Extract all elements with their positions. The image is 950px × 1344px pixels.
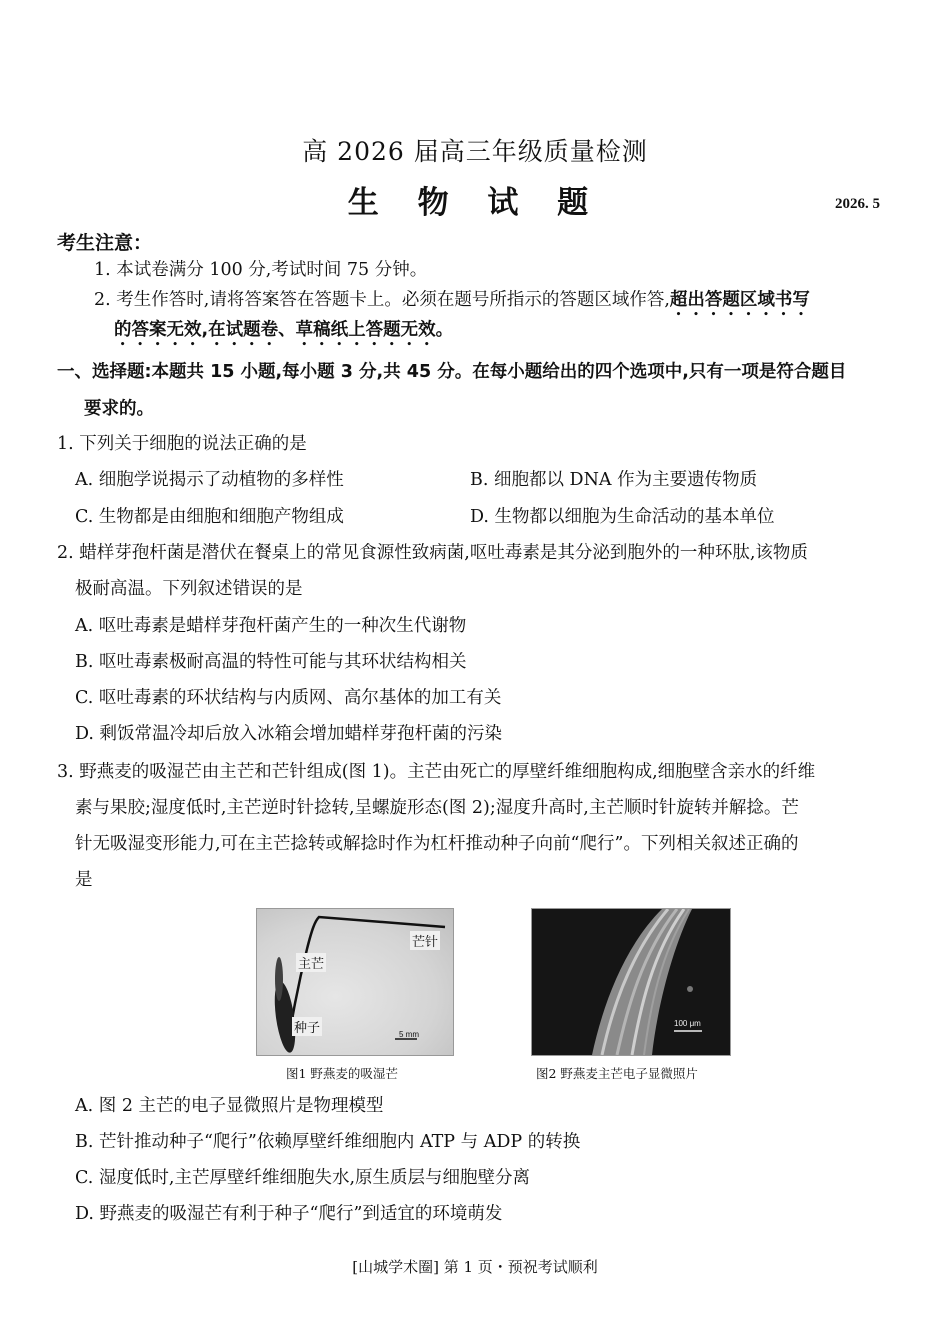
figure-2-photo	[531, 908, 731, 1056]
section-1-heading: 一、选择题:本题共 15 小题,每小题 3 分,共 45 分。在每小题给出的四个选项中,只有一项是符合题目	[57, 362, 847, 382]
exam-title: 高 2026 届高三年级质量检测	[302, 137, 648, 166]
q3-stem-line-1: 3. 野燕麦的吸湿芒由主芒和芒针组成(图 1)。主芒由死亡的厚壁纤维细胞构成,细胞壁含亲水的纤维	[57, 762, 816, 782]
label-main-awn: 主芒	[296, 953, 326, 972]
q2-option-c: C. 呕吐毒素的环状结构与内质网、高尔基体的加工有关	[75, 688, 502, 708]
exam-date: 2026. 5	[835, 196, 880, 212]
subject-title: 生 物 试 题	[347, 185, 603, 221]
q3-stem-line-3: 针无吸湿变形能力,可在主芒捻转或解捻时作为杠杆推动种子向前“爬行”。下列相关叙述正确的	[75, 834, 799, 854]
q1-option-a: A. 细胞学说揭示了动植物的多样性	[75, 470, 344, 490]
q2-option-b: B. 呕吐毒素极耐高温的特性可能与其环状结构相关	[75, 652, 467, 672]
q1-option-c: C. 生物都是由细胞和细胞产物组成	[75, 507, 344, 527]
figure-1-caption: 图1 野燕麦的吸湿芒	[286, 1066, 398, 1081]
q3-stem-line-2: 素与果胶;湿度低时,主芒逆时针捻转,呈螺旋形态(图 2);湿度升高时,主芒顺时针旋转并解捻。芒	[75, 798, 799, 818]
label-seed: 种子	[292, 1017, 322, 1036]
q3-option-a: A. 图 2 主芒的电子显微照片是物理模型	[75, 1096, 384, 1116]
notice-item-2-bold-1: 超出答题区域书写	[669, 290, 810, 310]
q2-stem-line-2: 极耐高温。下列叙述错误的是	[75, 579, 303, 599]
q3-option-b: B. 芒针推动种子“爬行”依赖厚壁纤维细胞内 ATP 与 ADP 的转换	[75, 1132, 581, 1152]
electron-micrograph	[532, 909, 730, 1055]
page-footer: [山城学术圈] 第 1 页・预祝考试顺利	[352, 1258, 598, 1276]
q2-option-a: A. 呕吐毒素是蜡样芽孢杆菌产生的一种次生代谢物	[75, 616, 467, 636]
q3-stem-line-4: 是	[75, 870, 93, 890]
figure-2-caption: 图2 野燕麦主芒电子显微照片	[536, 1066, 698, 1081]
q2-option-d: D. 剩饭常温冷却后放入冰箱会增加蜡样芽孢杆菌的污染	[75, 724, 503, 744]
q1-stem: 1. 下列关于细胞的说法正确的是	[57, 434, 307, 454]
q2-stem-line-1: 2. 蜡样芽孢杆菌是潜伏在餐桌上的常见食源性致病菌,呕吐毒素是其分泌到胞外的一种环肽,该物质	[57, 543, 808, 563]
notice-item-2-bold-2: 的答案无效,在试题卷、草稿纸上答题无效。	[114, 320, 454, 340]
notice-title: 考生注意：	[57, 232, 153, 254]
notice-item-1: 1. 本试卷满分 100 分,考试时间 75 分钟。	[94, 260, 428, 280]
label-awn-needle: 芒针	[410, 931, 440, 950]
notice-item-2	[94, 288, 810, 320]
section-1-heading-cont: 要求的。	[84, 399, 154, 419]
notice-item-2-text: 2. 考生作答时,请将答案答在答题卡上。必须在题号所指示的答题区域作答,	[94, 290, 670, 310]
q3-option-c: C. 湿度低时,主芒厚壁纤维细胞失水,原生质层与细胞壁分离	[75, 1168, 531, 1188]
q1-option-d: D. 生物都以细胞为生命活动的基本单位	[470, 507, 775, 527]
q1-option-b: B. 细胞都以 DNA 作为主要遗传物质	[470, 470, 758, 490]
q3-option-d: D. 野燕麦的吸湿芒有利于种子“爬行”到适宜的环境萌发	[75, 1204, 503, 1224]
fig1-scale-label: 5 mm	[399, 1030, 419, 1039]
fig2-scale-label: 100 μm	[674, 1019, 701, 1028]
figure-1-photo	[256, 908, 454, 1056]
